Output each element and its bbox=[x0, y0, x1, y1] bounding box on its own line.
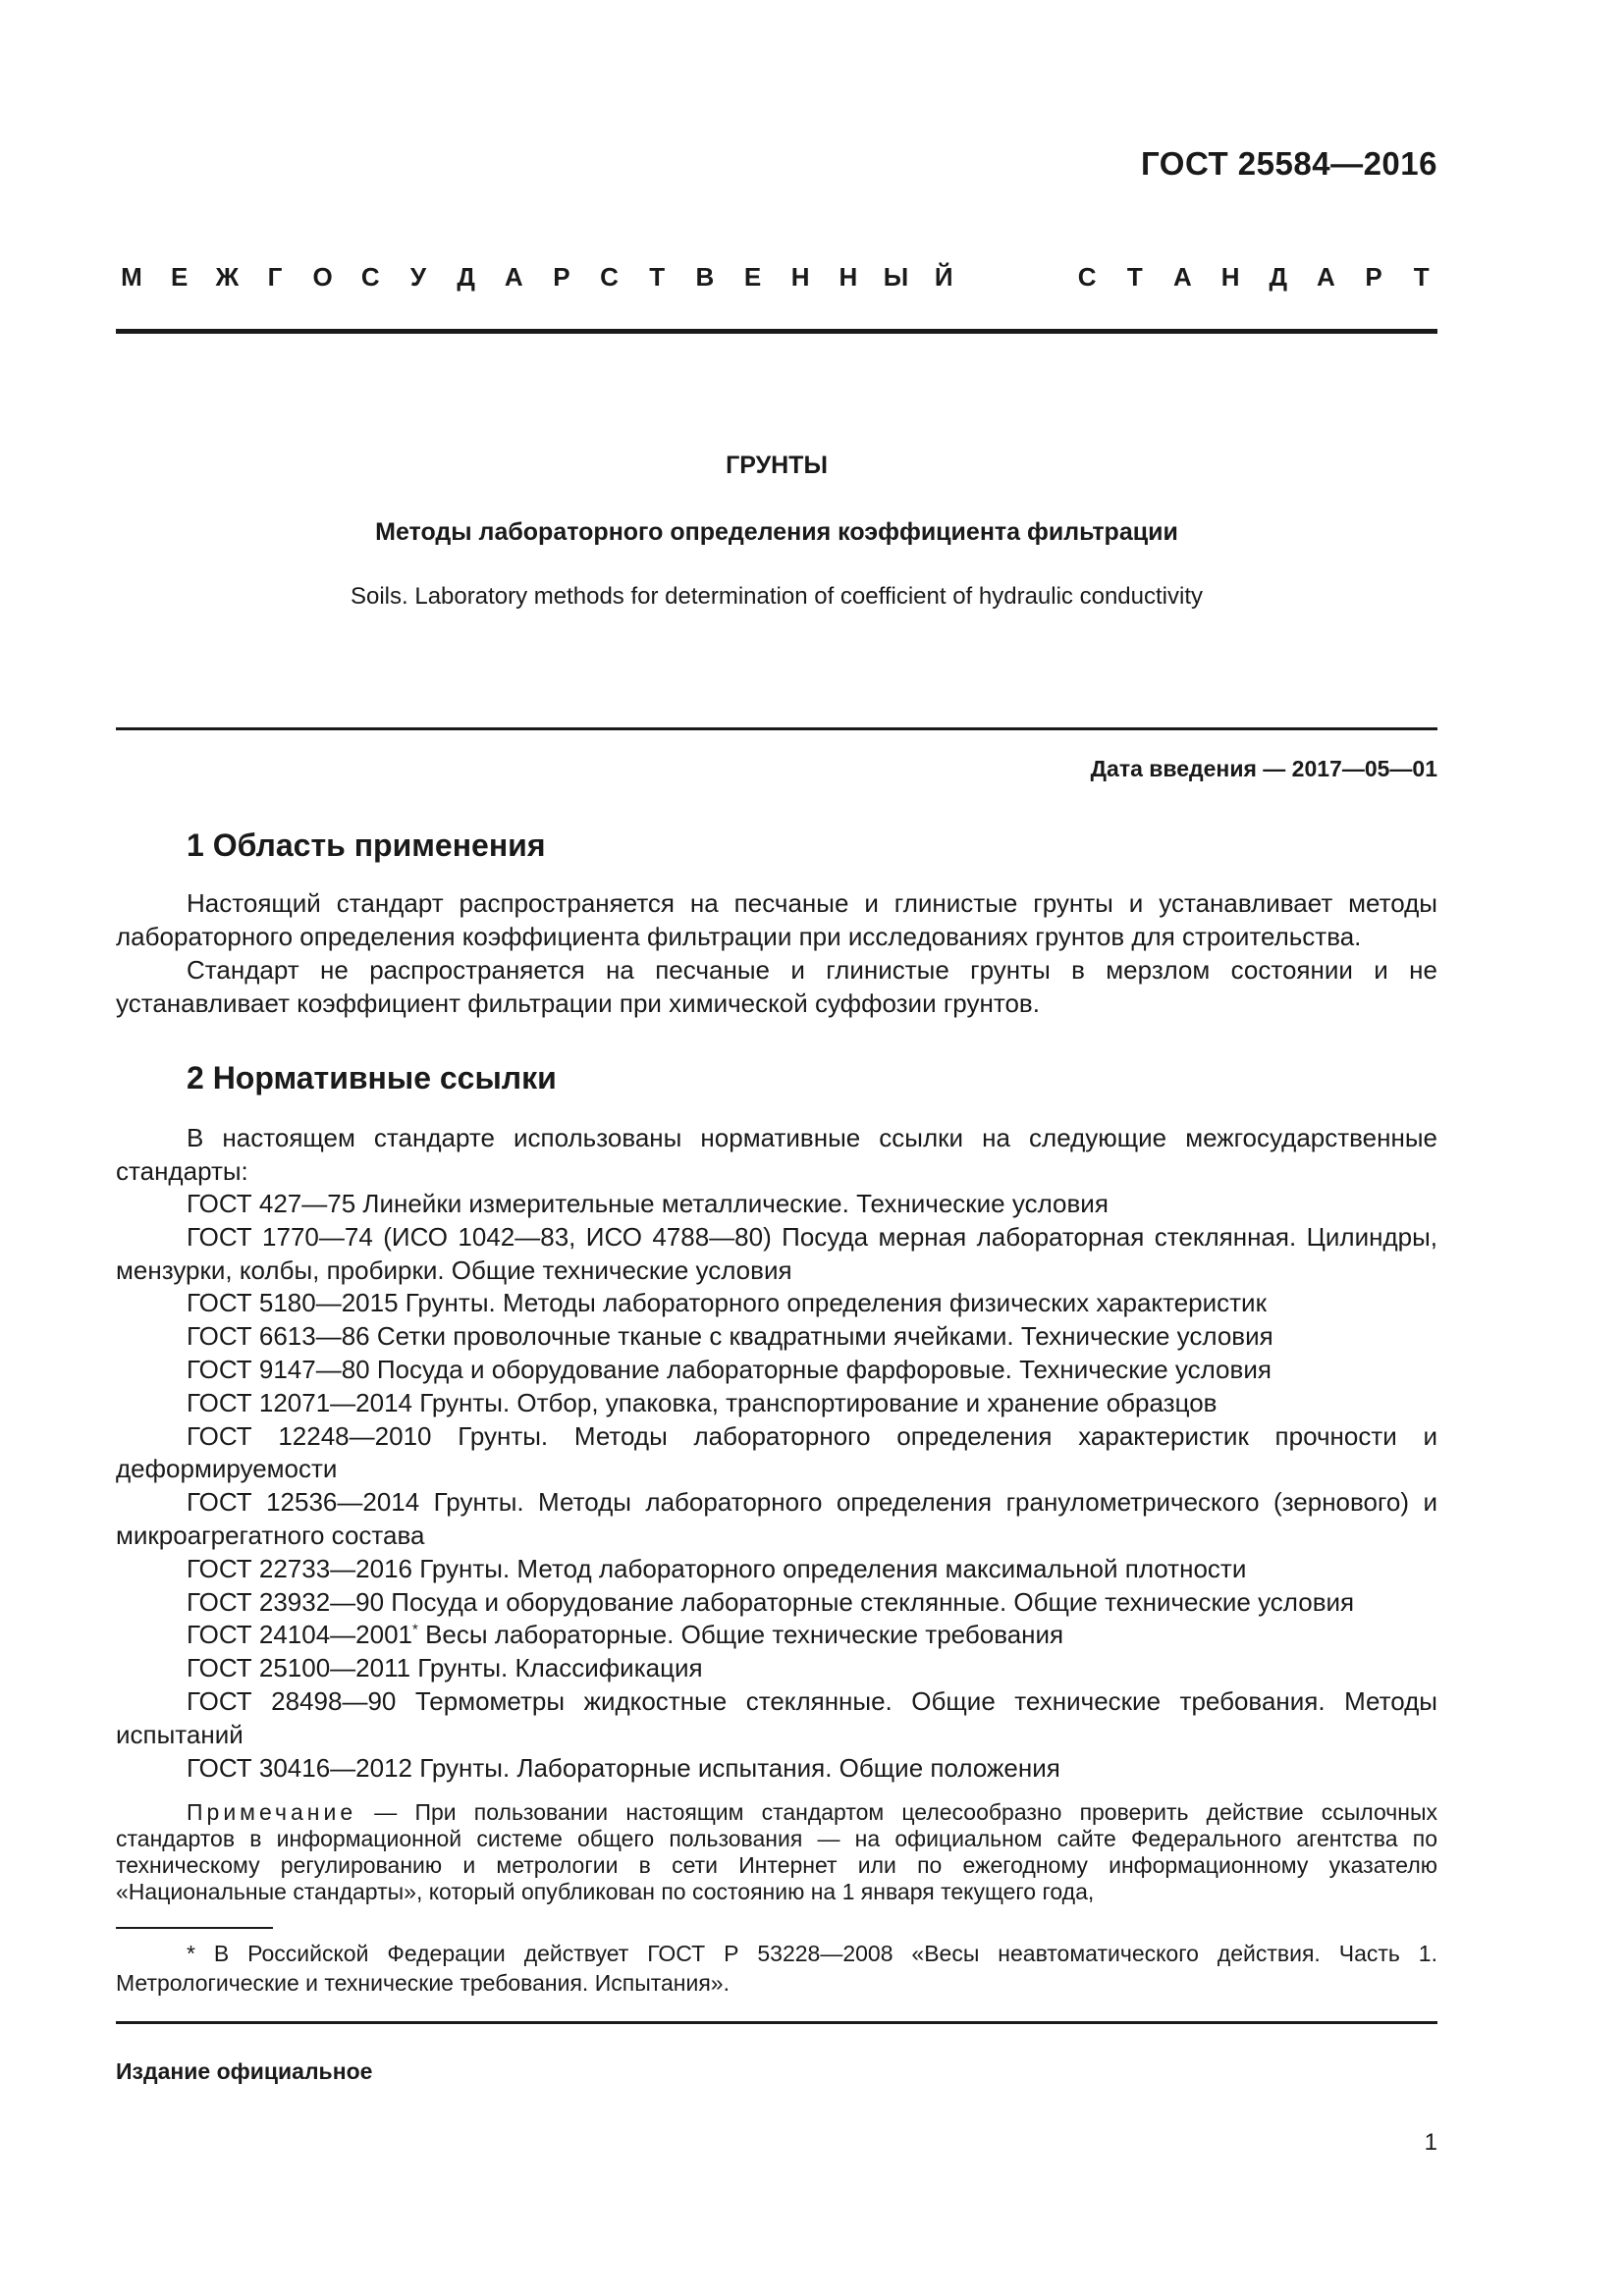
reference-item: ГОСТ 12248—2010 Грунты. Методы лабораторного определения характеристик прочности и деформируемости bbox=[116, 1420, 1437, 1484]
banner-letter: О bbox=[312, 261, 333, 292]
banner-letter: Д bbox=[1269, 261, 1288, 292]
footnote-separator bbox=[116, 1927, 273, 1929]
reference-item: ГОСТ 1770—74 (ИСО 1042—83, ИСО 4788—80) Посуда мерная лабораторная стеклянная. Цилиндры, мензурки, колбы, пробирки. Общие технические условия bbox=[116, 1221, 1437, 1285]
document-subtitle-english: Soils. Laboratory methods for determination of coefficient of hydraulic conductivity bbox=[350, 583, 1203, 610]
banner-letter: Ы bbox=[883, 261, 909, 292]
banner-letter: Д bbox=[457, 261, 475, 292]
document-title: ГРУНТЫ bbox=[726, 452, 828, 479]
banner-letter: С bbox=[360, 261, 380, 292]
banner-letter: Н bbox=[1220, 261, 1240, 292]
banner-letter: Н bbox=[839, 261, 858, 292]
banner-letter: Е bbox=[170, 261, 189, 292]
reference-item: ГОСТ 5180—2015 Грунты. Методы лабораторного определения физических характеристик bbox=[187, 1288, 1267, 1318]
interstate-standard-banner bbox=[116, 257, 1437, 296]
banner-letter: С bbox=[600, 261, 619, 292]
banner-letter: А bbox=[1173, 261, 1192, 292]
normative-refs-intro: В настоящем стандарте использованы нормативные ссылки на следующие межгосударственные стандарты: bbox=[116, 1123, 1437, 1186]
banner-letter: Й bbox=[934, 261, 953, 292]
note-paragraph bbox=[116, 1799, 1437, 1905]
banner-letter: А bbox=[1317, 261, 1335, 292]
document-subtitle: Методы лабораторного определения коэффициента фильтрации bbox=[375, 518, 1178, 546]
banner-letter: Ж bbox=[215, 261, 240, 292]
reference-code: ГОСТ 24104—2001 bbox=[187, 1620, 413, 1650]
scope-paragraph: Стандарт не распространяется на песчаные и глинистые грунты в мерзлом состоянии и не устанавливает коэффициент фильтрации при химической суффозии грунтов. bbox=[116, 955, 1437, 1018]
banner-letter: Е bbox=[743, 261, 762, 292]
standard-number: ГОСТ 25584—2016 bbox=[1141, 145, 1437, 182]
reference-item: ГОСТ 30416—2012 Грунты. Лабораторные испытания. Общие положения bbox=[187, 1752, 1060, 1783]
banner-letter: Т bbox=[1413, 261, 1430, 292]
banner-letter: У bbox=[409, 261, 427, 292]
reference-item bbox=[116, 1619, 1437, 1652]
banner-letter: Т bbox=[649, 261, 666, 292]
section-heading-scope: 1 Область применения bbox=[187, 828, 546, 863]
header-divider bbox=[116, 329, 1437, 334]
introduction-date: Дата введения — 2017—05—01 bbox=[1090, 756, 1437, 781]
footnote: * В Российской Федерации действует ГОСТ Р 53228—2008 «Весы неавтоматического действия. Часть 1. Метрологические и технические требования. Испытания». bbox=[116, 1941, 1437, 1996]
note-text: — При пользовании настоящим стандартом целесообразно проверить действие ссылочных стандартов в информационной системе общего пользования — на официальном сайте Федерального агентства по техническому регулированию и метрологии в сети Интернет или по ежегодному информационному указателю «Национальные стандарты», который опубликован по состоянию на 1 января текущего года, bbox=[116, 1799, 1437, 1904]
page-number: 1 bbox=[1424, 2129, 1437, 2156]
reference-text: Весы лабораторные. Общие технические требования bbox=[417, 1620, 1064, 1650]
banner-letter: А bbox=[504, 261, 523, 292]
banner-letter: С bbox=[1077, 261, 1097, 292]
normative-references-list bbox=[116, 1188, 1437, 1785]
banner-letter: М bbox=[121, 261, 142, 292]
reference-item: ГОСТ 23932—90 Посуда и оборудование лабораторные стеклянные. Общие технические условия bbox=[187, 1586, 1355, 1617]
banner-letter: В bbox=[695, 261, 715, 292]
footnote-marker: * bbox=[412, 1621, 418, 1638]
reference-item: ГОСТ 12071—2014 Грунты. Отбор, упаковка, транспортирование и хранение образцов bbox=[187, 1387, 1218, 1417]
banner-letter: Р bbox=[553, 261, 570, 292]
banner-letter: Т bbox=[1126, 261, 1143, 292]
banner-letter: Р bbox=[1365, 261, 1382, 292]
reference-item: ГОСТ 25100—2011 Грунты. Классификация bbox=[187, 1653, 703, 1683]
title-divider bbox=[116, 727, 1437, 730]
note-label: Примечание bbox=[187, 1799, 357, 1825]
banner-letter: Г bbox=[267, 261, 283, 292]
reference-item: ГОСТ 427—75 Линейки измерительные металлические. Технические условия bbox=[187, 1189, 1109, 1218]
footer-divider bbox=[116, 2021, 1437, 2024]
reference-item: ГОСТ 9147—80 Посуда и оборудование лабораторные фарфоровые. Технические условия bbox=[187, 1354, 1272, 1384]
reference-item: ГОСТ 22733—2016 Грунты. Метод лабораторного определения максимальной плотности bbox=[187, 1553, 1247, 1583]
reference-item: ГОСТ 28498—90 Термометры жидкостные стеклянные. Общие технические требования. Методы испытаний bbox=[116, 1685, 1437, 1749]
banner-letter: Н bbox=[790, 261, 810, 292]
scope-paragraph: Настоящий стандарт распространяется на песчаные и глинистые грунты и устанавливает методы лабораторного определения коэффициента фильтрации при исследованиях грунтов для строительства. bbox=[116, 888, 1437, 951]
section-heading-normative-refs: 2 Нормативные ссылки bbox=[187, 1060, 557, 1095]
reference-item: ГОСТ 12536—2014 Грунты. Методы лабораторного определения гранулометрического (зернового) и микроагрегатного состава bbox=[116, 1487, 1437, 1550]
official-edition-label: Издание официальное bbox=[116, 2058, 373, 2084]
reference-item: ГОСТ 6613—86 Сетки проволочные тканые с квадратными ячейками. Технические условия bbox=[187, 1321, 1273, 1352]
